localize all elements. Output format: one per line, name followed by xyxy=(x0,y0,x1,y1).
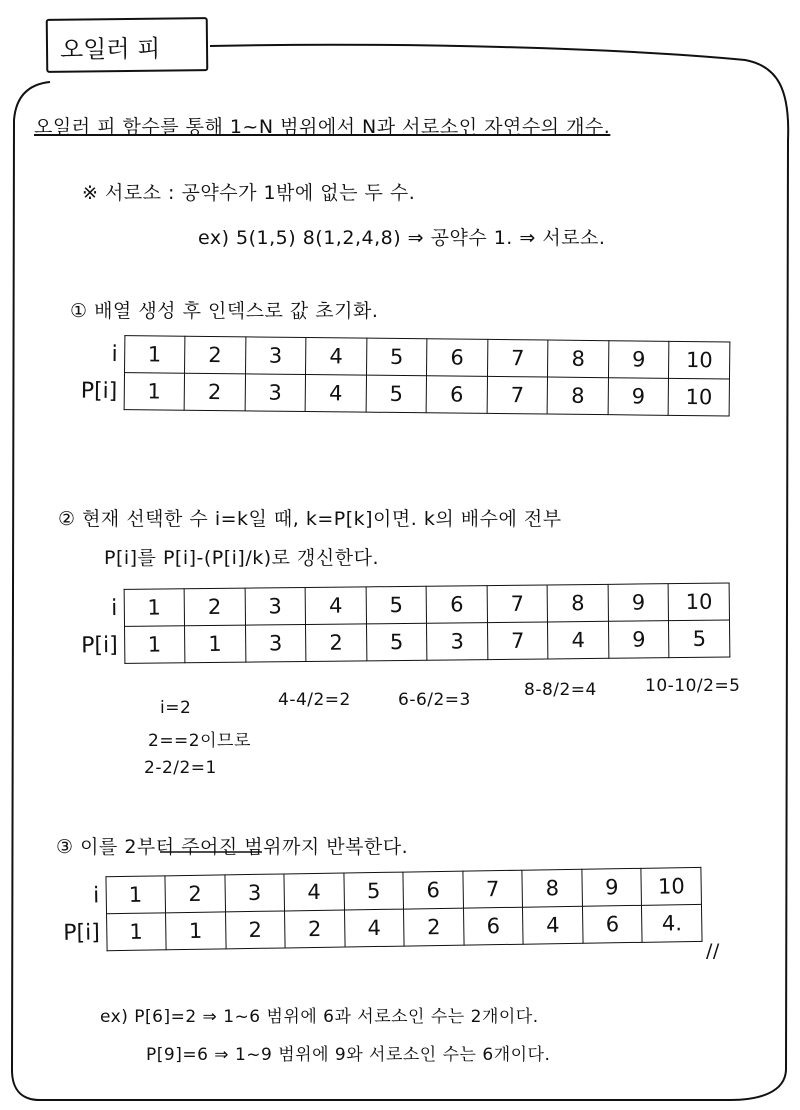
title-box xyxy=(46,17,209,73)
cell-i: 9 xyxy=(608,584,669,622)
step3-table xyxy=(51,867,702,952)
cell-p: 3 xyxy=(245,624,306,662)
cell-p: 10 xyxy=(669,378,730,416)
cell-p: 5 xyxy=(366,623,427,661)
step1-heading: ① 배열 생성 후 인덱스로 값 초기화. xyxy=(70,300,379,322)
cell-i: 3 xyxy=(245,337,306,375)
cell-i: 5 xyxy=(344,872,404,910)
cell-p: 2 xyxy=(184,373,245,411)
end-mark: // xyxy=(706,940,720,962)
cell-p: 4 xyxy=(305,375,366,413)
cell-p: 3 xyxy=(427,623,488,661)
cell-i: 9 xyxy=(582,868,642,906)
row-label-i: i xyxy=(92,882,100,908)
example-2: P[9]=6 ⇒ 1~9 범위에 9와 서로소인 수는 6개이다. xyxy=(146,1045,551,1065)
cell-p: 7 xyxy=(487,376,548,414)
cell-p: 1 xyxy=(124,373,185,411)
row-label-p: P[i] xyxy=(63,919,101,946)
cell-i: 5 xyxy=(366,338,427,376)
cell-p: 8 xyxy=(547,377,608,415)
cell-p: 6 xyxy=(463,907,523,945)
cell-p: 7 xyxy=(487,622,548,660)
cell-p: 1 xyxy=(185,625,246,663)
cell-i: 2 xyxy=(165,875,225,913)
cell-i: 4 xyxy=(284,873,344,911)
step2-heading2: P[i]를 P[i]-(P[i]/k)로 갱신한다. xyxy=(104,547,380,569)
row-label-p: P[i] xyxy=(81,632,118,658)
cell-p: 6 xyxy=(582,905,642,943)
cell-i: 3 xyxy=(225,874,285,912)
page-title: 오일러 피 xyxy=(59,34,161,64)
cell-i: 7 xyxy=(487,339,548,377)
calc-i2: i=2 xyxy=(160,698,192,718)
cell-i: 10 xyxy=(641,867,701,905)
cell-i: 8 xyxy=(547,584,608,622)
table-row xyxy=(70,620,730,664)
cell-i: 4 xyxy=(305,587,366,625)
calc-6: 6-6/2=3 xyxy=(398,690,471,710)
row-label-i: i xyxy=(111,341,118,367)
coprime-example: ex) 5(1,5) 8(1,2,4,8) ⇒ 공약수 1. ⇒ 서로소. xyxy=(198,227,606,249)
step2-table xyxy=(70,583,731,665)
cell-p: 2 xyxy=(285,910,345,948)
cell-i: 10 xyxy=(669,583,730,621)
row-label-i: i xyxy=(111,595,118,621)
cell-p: 4 xyxy=(548,621,609,659)
calc-note-1: 2==2이므로 xyxy=(148,731,251,751)
calc-note-2: 2-2/2=1 xyxy=(144,758,217,778)
cell-i: 1 xyxy=(124,336,185,374)
cell-i: 6 xyxy=(403,871,463,909)
row-label-p: P[i] xyxy=(80,378,118,404)
cell-i: 3 xyxy=(245,587,306,625)
cell-p: 5 xyxy=(366,375,427,413)
cell-i: 4 xyxy=(306,338,367,376)
cell-i: 7 xyxy=(463,870,523,908)
cell-p: 4. xyxy=(642,904,702,942)
step3-heading: ③ 이를 2부터 주어진 범위까지 반복한다. xyxy=(56,836,409,858)
coprime-note: ※ 서로소 : 공약수가 1밖에 없는 두 수. xyxy=(82,182,416,204)
intro-line: 오일러 피 함수를 통해 1~N 범위에서 N과 서로소인 자연수의 개수. xyxy=(34,116,611,138)
calc-8: 8-8/2=4 xyxy=(524,680,597,700)
cell-p: 9 xyxy=(608,378,669,416)
cell-i: 8 xyxy=(522,869,582,907)
cell-i: 6 xyxy=(427,339,488,377)
table-row xyxy=(70,372,730,416)
cell-p: 1 xyxy=(124,626,185,664)
cell-p: 1 xyxy=(166,912,226,950)
cell-i: 5 xyxy=(366,586,427,624)
cell-p: 2 xyxy=(225,911,285,949)
cell-p: 4 xyxy=(523,906,583,944)
example-1: ex) P[6]=2 ⇒ 1~6 범위에 6과 서로소인 수는 2개이다. xyxy=(100,1007,539,1027)
cell-p: 6 xyxy=(426,376,487,414)
cell-p: 3 xyxy=(245,374,306,412)
cell-p: 1 xyxy=(106,913,166,951)
cell-i: 9 xyxy=(608,341,669,379)
cell-i: 7 xyxy=(487,585,548,623)
cell-i: 1 xyxy=(124,589,185,627)
cell-p: 5 xyxy=(669,620,730,658)
calc-10: 10-10/2=5 xyxy=(645,676,741,696)
cell-i: 2 xyxy=(185,336,246,374)
cell-i: 6 xyxy=(426,586,487,624)
cell-i: 1 xyxy=(105,876,165,914)
cell-p: 9 xyxy=(608,621,669,659)
calc-4: 4-4/2=2 xyxy=(278,690,351,710)
cell-i: 10 xyxy=(669,341,730,379)
cell-p: 4 xyxy=(344,909,404,947)
cell-i: 2 xyxy=(184,588,245,626)
cell-i: 8 xyxy=(548,340,609,378)
cell-p: 2 xyxy=(306,624,367,662)
step1-table xyxy=(70,335,731,417)
step2-heading: ② 현재 선택한 수 i=k일 때, k=P[k]이면. k의 배수에 전부 xyxy=(58,508,562,530)
cell-p: 2 xyxy=(404,908,464,946)
